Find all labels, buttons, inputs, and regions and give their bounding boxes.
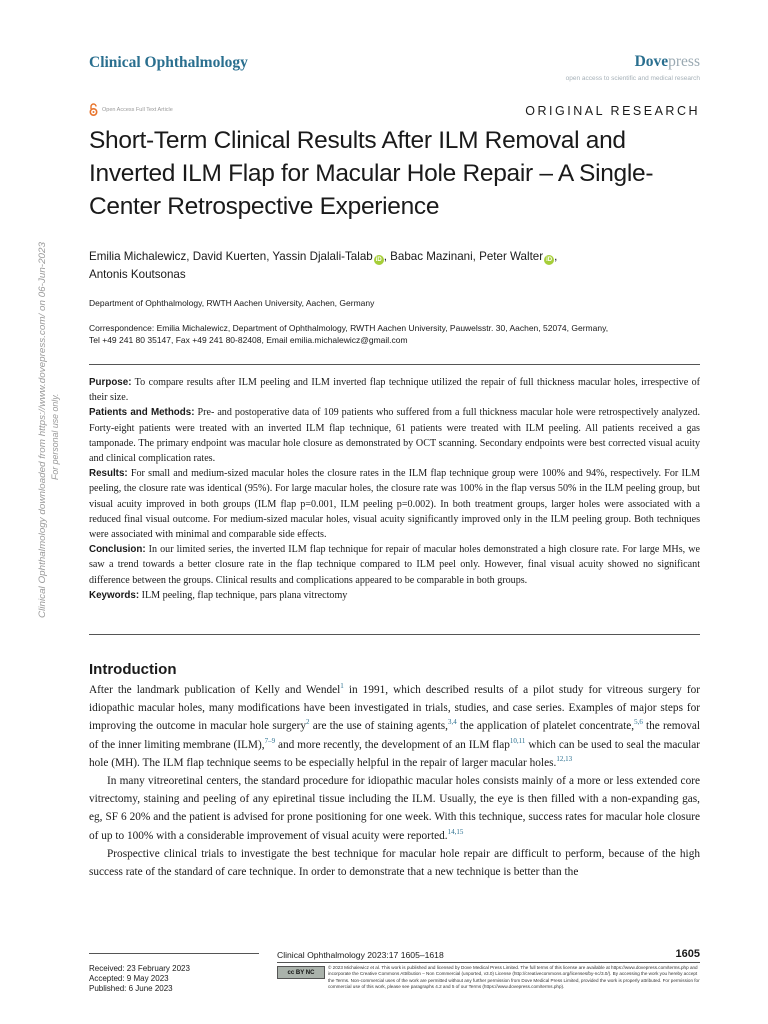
intro-p1-text: in 1991, which described results of a pilot study for vitreous surgery for idiopathic macular holes, many modifications have been investigated in trials, studies, and case series. Examples of major steps for improving the outcome in macular hole surgery bbox=[89, 684, 700, 733]
intro-p1-text: and more recently, the development of an ILM flap bbox=[275, 738, 510, 751]
abstract-results bbox=[89, 466, 700, 542]
intro-paragraph-1 bbox=[89, 681, 700, 772]
introduction-heading: Introduction bbox=[89, 661, 177, 678]
brand-suffix: press bbox=[668, 53, 700, 70]
affiliation: Department of Ophthalmology, RWTH Aachen University, Aachen, Germany bbox=[89, 298, 375, 308]
intro-p1-text: the removal of the inner limiting membrane (ILM), bbox=[89, 720, 700, 751]
cc-license-badge[interactable] bbox=[277, 966, 325, 979]
abstract-purpose bbox=[89, 375, 700, 405]
orcid-icon[interactable]: iD bbox=[546, 257, 553, 263]
abstract-bottom-rule bbox=[89, 634, 700, 635]
methods-label: Patients and Methods: bbox=[89, 407, 195, 419]
intro-p2-text: In many vitreoretinal centers, the standard procedure for idiopathic macular holes consists mainly of a more or less extended core vitrectomy, staining and peeling of any epiretinal tissue including the ILM. Usually, the eye is then filled with a non-expanding gas, eg, SF 6 20% and the patient is advised for prone positioning for one week. With this technique, success rates for macular hole closure of up to 100% with a considerable improvement of visual acuity were reported. bbox=[89, 775, 700, 842]
brand-tagline: open access to scientific and medical research bbox=[565, 75, 700, 82]
keywords-label: Keywords: bbox=[89, 589, 140, 601]
authors-part1: Emilia Michalewicz, David Kuerten, Yassin Djalali-Talab bbox=[89, 250, 373, 263]
citation-link[interactable]: 1 bbox=[340, 682, 344, 691]
author-list bbox=[89, 248, 649, 284]
citation-link[interactable]: 5,6 bbox=[634, 718, 643, 727]
purpose-text: To compare results after ILM peeling and ILM inverted flap technique utilized the repair of full thickness macular holes, irrespective of their size. bbox=[89, 377, 700, 404]
results-label: Results: bbox=[89, 468, 128, 480]
intro-p1-text: are the use of staining agents, bbox=[309, 720, 449, 733]
open-access-icon bbox=[89, 103, 98, 116]
citation-link[interactable]: 3,4 bbox=[448, 718, 457, 727]
publisher-logo bbox=[566, 53, 700, 82]
purpose-label: Purpose: bbox=[89, 377, 132, 388]
citation-link[interactable]: 12,13 bbox=[556, 755, 573, 764]
published-date: Published: 6 June 2023 bbox=[89, 984, 173, 993]
conclusion-label: Conclusion: bbox=[89, 544, 146, 556]
open-access-badge bbox=[89, 103, 173, 116]
intro-p1-text: the application of platelet concentrate, bbox=[456, 720, 635, 733]
abstract-keywords bbox=[89, 588, 700, 603]
keywords-text: ILM peeling, flap technique, pars plana vitrectomy bbox=[139, 589, 348, 601]
intro-p1-text: which can be used to seal the macular hole (MH). The ILM flap technique seems to be especially helpful in the repair of larger macular holes. bbox=[89, 738, 701, 769]
footer-rule-left bbox=[89, 953, 259, 954]
citation-line: Clinical Ophthalmology 2023:17 1605–1618 bbox=[277, 950, 444, 960]
authors-part4: Antonis Koutsonas bbox=[89, 268, 186, 281]
article-type: ORIGINAL RESEARCH bbox=[525, 104, 700, 118]
correspondence-line1: Correspondence: Emilia Michalewicz, Department of Ophthalmology, RWTH Aachen University, Pauwelsstr. 30, Aachen, 52074, Germany, bbox=[89, 323, 609, 333]
authors-part2: , Babac Mazinani, Peter Walter bbox=[383, 250, 544, 263]
watermark-line2: For personal use only. bbox=[50, 393, 60, 480]
abstract-conclusion bbox=[89, 542, 700, 588]
correspondence-line2: Tel +49 241 80 35147, Fax +49 241 80-82408, Email emilia.michalewicz@gmail.com bbox=[89, 334, 408, 345]
article-title: Short-Term Clinical Results After ILM Removal and Inverted ILM Flap for Macular Hole Repair – A Single-Center Retrospective Experience bbox=[89, 127, 654, 220]
citation-link[interactable]: 14,15 bbox=[447, 827, 464, 836]
conclusion-text: In our limited series, the inverted ILM flap technique for repair of macular holes demonstrated a high closure rate. For large MHs, we saw a trend towards a better closure rate in the flap technique compared to ILM peel only. However, final visual acuity showed no significant difference between the groups. Clinical results and complications appeared to be comparable in both groups. bbox=[89, 544, 700, 586]
introduction-body bbox=[89, 681, 700, 881]
orcid-icon[interactable]: iD bbox=[375, 257, 382, 263]
footer-rule-right bbox=[277, 962, 700, 963]
watermark-line1: Clinical Ophthalmology downloaded from https://www.dovepress.com/ on 06-Jun-2023 bbox=[37, 282, 47, 618]
abstract-methods bbox=[89, 405, 700, 466]
download-watermark bbox=[36, 240, 76, 620]
page-number: 1605 bbox=[675, 948, 700, 960]
cc-by-nc-icon: cc BY NC bbox=[277, 966, 325, 979]
abstract-top-rule bbox=[89, 364, 700, 365]
brand-main: Dove bbox=[634, 53, 669, 70]
watermark-svg bbox=[36, 240, 76, 620]
journal-name: Clinical Ophthalmology bbox=[89, 54, 248, 71]
intro-paragraph-3: Prospective clinical trials to investigate the best technique for macular hole repair are difficult to perform, because of the high success rate of the standard of care technique. In order to demonstrate that a new technique is better than the bbox=[89, 847, 700, 879]
results-text: For small and medium-sized macular holes the closure rates in the ILM flap technique group were 100% and 94%, respectively. For ILM peeling, the closure rate was identical (95%). For large macular holes, the closure rate was 100% in the flap versus 50% in the ILM peeling group, but visual acuity improved in both groups (ILM flap p=0.001, ILM peeling p=0.002). In both treatment groups, larger holes were associated with a reduced final visual outcome. For medium-sized macular holes, visual acuity significantly improved only in the ILM peeling group. Both techniques were associated with minimal and comparable side effects. bbox=[89, 468, 700, 541]
citation-link[interactable]: 2 bbox=[306, 718, 310, 727]
received-date: Received: 23 February 2023 bbox=[89, 964, 190, 973]
methods-text: Pre- and postoperative data of 109 patients who suffered from a full thickness macular hole were retrospectively analyzed. Forty-eight patients were treated with an inverted ILM flap technique, 61 patients were treated with ILM peeling. All patients received a gas tamponade. The primary endpoint was macular hole closure as demonstrated by OCT scanning. Secondary endpoints were best corrected visual acuity and clinical complication rates. bbox=[89, 407, 700, 465]
publication-dates bbox=[89, 964, 190, 994]
license-text: © 2023 Michalewicz et al. This work is published and licensed by Dove Medical Press Limited. The full terms of this license are available at https://www.dovepress.com/terms.php and incorporate the Creative Commons Attribution – Non Commercial (unported, v3.0) License (http://creativecommons.org/licenses/by-nc/3.0/). By accessing the work you hereby accept the Terms. Non-commercial uses of the work are permitted without any further permission from Dove Medical Press Limited, provided the work is properly attributed. For permission for commercial use of this work, please see paragraphs 4.2 and 5 of our Terms (https://www.dovepress.com/terms.php). bbox=[328, 965, 700, 990]
intro-paragraph-2 bbox=[89, 772, 700, 845]
citation-link[interactable]: 10,11 bbox=[509, 736, 526, 745]
citation-link[interactable]: 7–9 bbox=[264, 736, 276, 745]
open-access-label: Open Access Full Text Article bbox=[102, 106, 173, 113]
abstract bbox=[89, 375, 700, 603]
correspondence bbox=[89, 323, 689, 346]
intro-p1-text: After the landmark publication of Kelly and Wendel bbox=[89, 684, 341, 696]
authors-part3: , bbox=[554, 250, 558, 263]
accepted-date: Accepted: 9 May 2023 bbox=[89, 974, 169, 983]
